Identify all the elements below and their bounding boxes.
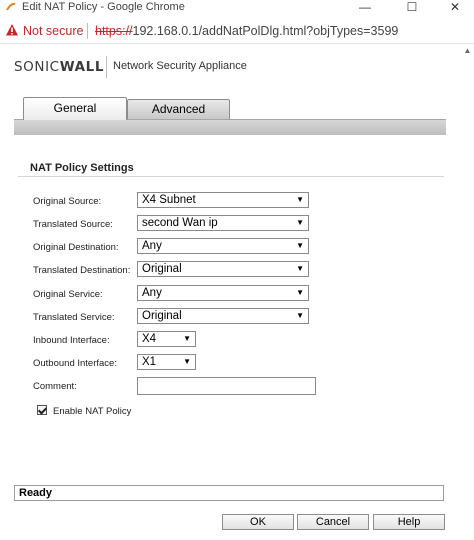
dropdown-arrow-icon: ▼ — [183, 357, 191, 366]
original-source-select[interactable] — [137, 192, 309, 208]
inbound-interface-label: Inbound Interface: — [33, 335, 110, 346]
tab-advanced[interactable]: Advanced — [127, 99, 230, 119]
translated-destination-value: Original — [142, 263, 182, 275]
window-title: Edit NAT Policy - Google Chrome — [22, 1, 185, 13]
tab-general[interactable]: General — [23, 97, 127, 120]
translated-source-select[interactable] — [137, 215, 309, 231]
translated-source-label: Translated Source: — [33, 219, 113, 230]
url-scheme: https:// — [95, 24, 133, 38]
status-bar — [14, 485, 444, 501]
translated-service-select[interactable] — [137, 308, 309, 324]
translated-service-value: Original — [142, 310, 182, 322]
dropdown-arrow-icon: ▼ — [296, 311, 304, 320]
scroll-up-arrow-icon[interactable]: ▲ — [463, 46, 472, 55]
maximize-button[interactable]: ☐ — [406, 0, 418, 14]
sonicwall-app-icon — [6, 2, 16, 12]
section-title: NAT Policy Settings — [30, 162, 134, 174]
dropdown-arrow-icon: ▼ — [296, 264, 304, 273]
original-source-label: Original Source: — [33, 196, 102, 207]
original-destination-label: Original Destination: — [33, 242, 119, 253]
dropdown-arrow-icon: ▼ — [296, 288, 304, 297]
original-destination-select[interactable] — [137, 238, 309, 254]
brand-header — [0, 44, 474, 90]
logo-light-text: SONIC — [14, 59, 60, 75]
section-divider — [18, 176, 444, 177]
close-window-button[interactable]: ✕ — [449, 0, 461, 14]
dropdown-arrow-icon: ▼ — [296, 195, 304, 204]
enable-nat-policy-checkbox[interactable] — [37, 405, 47, 415]
translated-destination-label: Translated Destination: — [33, 265, 131, 276]
window-titlebar — [0, 0, 474, 15]
original-service-label: Original Service: — [33, 289, 103, 300]
translated-service-label: Translated Service: — [33, 312, 115, 323]
original-service-value: Any — [142, 287, 162, 299]
ok-button[interactable]: OK — [222, 514, 294, 530]
enable-nat-policy-label: Enable NAT Policy — [53, 406, 132, 417]
minimize-button[interactable]: — — [359, 0, 371, 14]
translated-destination-select[interactable] — [137, 261, 309, 277]
status-text: Ready — [19, 487, 53, 499]
comment-input[interactable] — [137, 377, 316, 395]
url-host-path: 192.168.0.1/addNatPolDlg.html?objTypes=3599 — [132, 24, 399, 38]
outbound-interface-value: X1 — [142, 356, 157, 368]
original-source-value: X4 Subnet — [142, 194, 196, 206]
not-secure-label[interactable]: Not secure — [23, 24, 84, 38]
original-destination-value: Any — [142, 240, 162, 252]
inbound-interface-select[interactable] — [137, 331, 196, 347]
outbound-interface-label: Outbound Interface: — [33, 358, 117, 369]
brand-divider — [106, 56, 107, 78]
translated-source-value: second Wan ip — [142, 217, 218, 229]
address-bar[interactable] — [0, 18, 474, 44]
product-name: Network Security Appliance — [113, 60, 247, 72]
outbound-interface-select[interactable] — [137, 354, 196, 370]
tab-strip — [14, 119, 446, 135]
cancel-button[interactable]: Cancel — [297, 514, 369, 530]
address-separator — [87, 23, 88, 39]
original-service-select[interactable] — [137, 285, 309, 301]
tab-bar — [14, 97, 446, 135]
logo-bold-text: WALL — [59, 59, 105, 75]
inbound-interface-value: X4 — [142, 333, 157, 345]
url-text[interactable] — [95, 23, 398, 39]
dropdown-arrow-icon: ▼ — [296, 241, 304, 250]
dropdown-arrow-icon: ▼ — [183, 334, 191, 343]
comment-label: Comment: — [33, 381, 77, 392]
dropdown-arrow-icon: ▼ — [296, 218, 304, 227]
sonicwall-logo — [14, 59, 104, 75]
warning-triangle-icon — [5, 23, 19, 37]
help-button[interactable]: Help — [373, 514, 445, 530]
